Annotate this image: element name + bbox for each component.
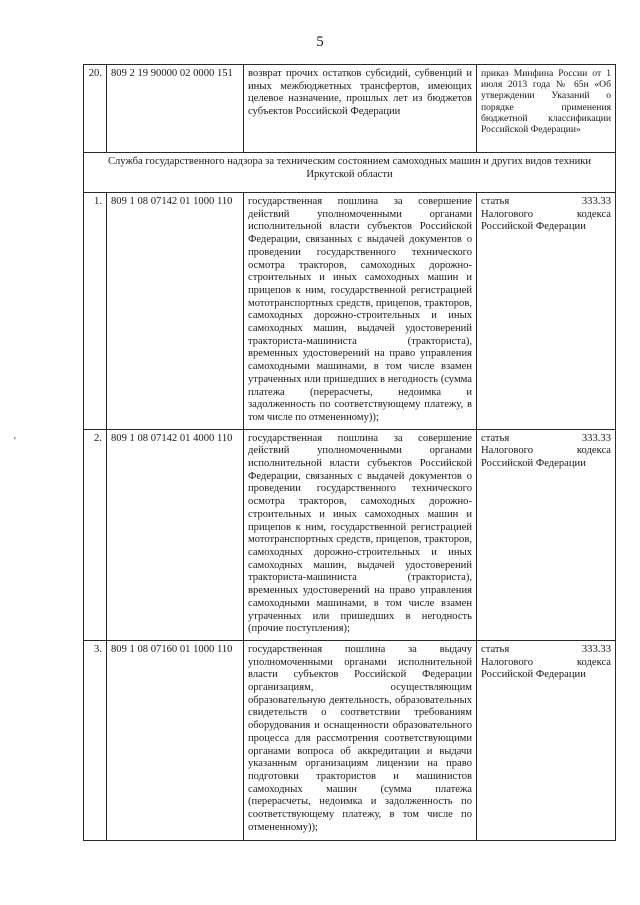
basis-article: 333.33	[581, 196, 611, 207]
basis-label: статья	[481, 643, 510, 655]
row-number: 20.	[84, 65, 107, 153]
budget-code: 809 1 08 07142 01 4000 110	[107, 429, 244, 640]
table-row	[84, 193, 616, 430]
basis-article: 333.33	[581, 432, 611, 444]
budget-code: 809 1 08 07160 01 1000 110	[107, 640, 244, 840]
revenue-codes-table	[83, 64, 616, 841]
revenue-description: государственная пошлина за совершение действий уполномоченными органами исполнительной власти субъектов Российской Федерации, связанных с выдачей документов о проведении государственного технического осмотра тракторов, самоходных дорожно-строительных и иных самоходных машин и прицепов к ним, государственной регистрацией мототранспортных средств, прицепов, тракторов, самоходных дорожно-строительных и иных самоходных машин, выдачей удостоверений тракториста-машиниста (тракториста), временных удостоверений на право управления самоходными машинами, в том числе взамен утраченных или пришедших в негодность (прочие поступления);	[244, 429, 477, 640]
budget-code: 809 1 08 07142 01 1000 110	[107, 193, 244, 430]
revenue-description: государственная пошлина за совершение действий уполномоченными органами исполнительной власти субъектов Российской Федерации, связанных с выдачей документов о проведении государственного технического осмотра тракторов, самоходных дорожно-строительных и иных самоходных машин и прицепов к ним, государственной регистрацией мототранспортных средств, прицепов, тракторов, самоходных дорожно-строительных и иных самоходных машин, выдачей удостоверений тракториста-машиниста (тракториста), временных удостоверений на право управления самоходными машинами, в том числе взамен утраченных или пришедших в негодность (сумма платежа (перерасчеты, недоимка и задолженность по соответствующему платежу, в том числе по отмененному));	[244, 193, 477, 430]
budget-code: 809 2 19 90000 02 0000 151	[107, 65, 244, 153]
table-row	[84, 640, 616, 840]
table-row	[84, 65, 616, 153]
basis-text: Налогового кодекса Российской Федерации	[481, 208, 611, 233]
legal-basis: приказ Минфина России от 1 июля 2013 года № 65н «Об утверждении Указаний о порядке применения бюджетной классификации Российской Федерации»	[477, 65, 616, 153]
basis-text: Налогового кодекса Российской Федерации	[481, 656, 611, 681]
legal-basis	[477, 429, 616, 640]
margin-mark: '	[14, 436, 16, 447]
basis-label: статья	[481, 196, 510, 207]
revenue-description: возврат прочих остатков субсидий, субвенций и иных межбюджетных трансфертов, имеющих целевое назначение, прошлых лет из бюджетов субъектов Российской Федерации	[244, 65, 477, 153]
row-number: 2.	[84, 429, 107, 640]
row-number: 1.	[84, 193, 107, 430]
basis-text: Налогового кодекса Российской Федерации	[481, 445, 611, 470]
section-header-row	[84, 153, 616, 193]
revenue-description: государственная пошлина за выдачу уполномоченными органами исполнительной власти субъектов Российской Федерации организациям, осуществляющим образовательную деятельность, образовательных свидетельств о соответствии требованиям оборудования и оснащенности образовательного процесса для рассмотрения соответствующими органами вопроса об аккредитации и выдачи указанным организациям лицензии на право подготовки трактористов и машинистов самоходных машин (сумма платежа (перерасчеты, недоимка и задолженность по соответствующему платежу, в том числе по отмененному));	[244, 640, 477, 840]
row-number: 3.	[84, 640, 107, 840]
table-row	[84, 429, 616, 640]
basis-article: 333.33	[581, 643, 611, 655]
legal-basis	[477, 193, 616, 430]
basis-label: статья	[481, 432, 510, 444]
section-header: Служба государственного надзора за техническим состоянием самоходных машин и других видов техники Иркутской области	[84, 153, 616, 193]
legal-basis	[477, 640, 616, 840]
page-number: 5	[316, 34, 324, 50]
